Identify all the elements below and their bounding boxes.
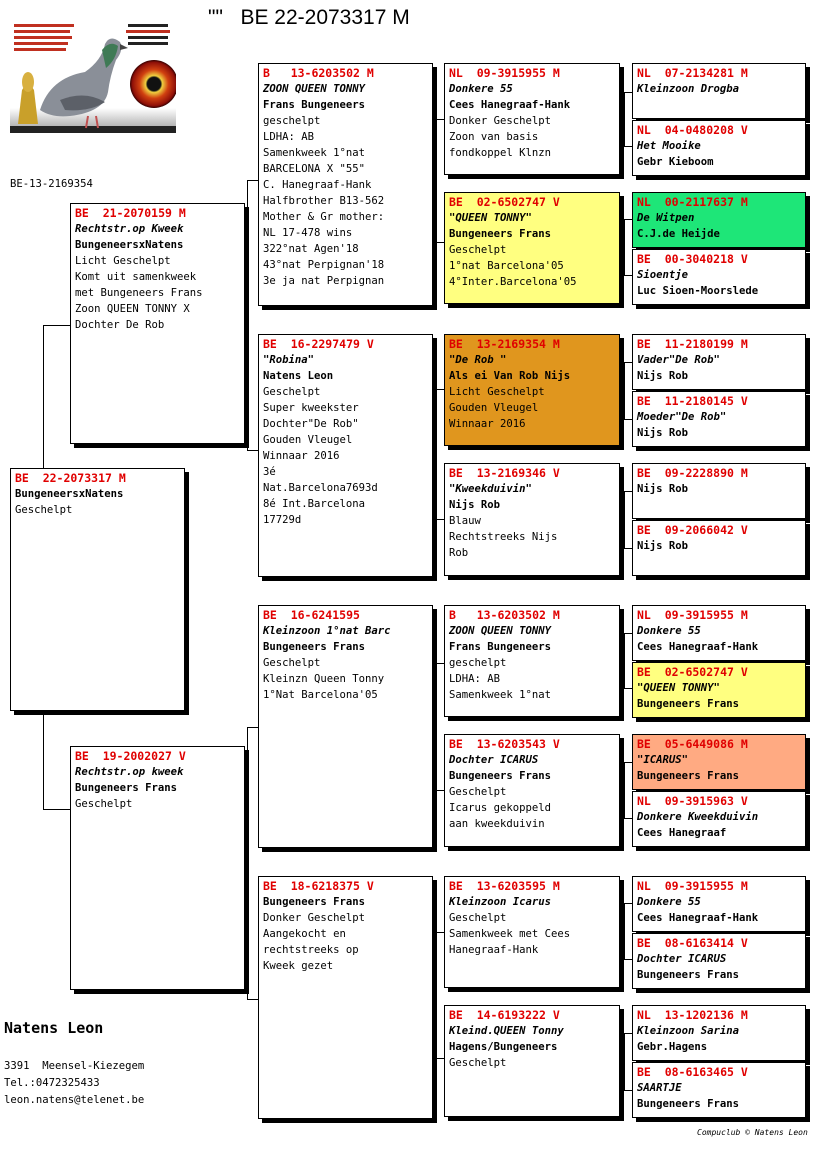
card-line: Aangekocht en [263,928,346,940]
card-line: Kleinzn Queen Tonny [263,673,385,685]
ring-number: NL 04-0480208 V [637,123,748,137]
ring-number: B 13-6203502 M [449,608,560,622]
connector [624,762,632,763]
gen4-card [632,192,806,248]
card-line: 1°nat Barcelona'05 [449,260,564,272]
card-line: Samenkweek 1°nat [263,147,366,159]
card-line: SAARTJE [637,1082,682,1094]
card-line: ZOON QUEEN TONNY [449,625,552,637]
card-line: Kweek gezet [263,960,334,972]
card-line: Sioentje [637,269,689,281]
connector [624,688,632,689]
ring-number: NL 13-1202136 M [637,1008,748,1022]
gen4-card [632,876,806,932]
ring-number: BE 13-2169354 M [449,337,560,351]
card-line: Rechtstr.op Kweek [75,223,184,235]
card-line: Gebr.Hagens [637,1041,708,1053]
ring-number: BE 19-2002027 V [75,749,186,763]
owner-email[interactable]: leon.natens@telenet.be [4,1094,145,1106]
card-line: ZOON QUEEN TONNY [263,83,366,95]
connector [247,727,258,728]
card-line: Kleinzoon Icarus [449,896,552,908]
connector [436,1058,444,1059]
card-line: Gebr Kieboom [637,156,714,168]
card-line: 322°nat Agen'18 [263,243,359,255]
card-line: Nijs Rob [637,540,689,552]
card-line: Dochter ICARUS [449,754,539,766]
card-line: Bungeneers Frans [637,969,740,981]
card-line: Bungeneers Frans [637,698,740,710]
card-line: Komt uit samenkweek [75,271,197,283]
card-line: Luc Sioen-Moorslede [637,285,759,297]
grandparent-card [258,63,433,306]
card-line: Dochter"De Rob" [263,418,359,430]
ring-number: BE 18-6218375 V [263,879,374,893]
ring-number: NL 09-3915963 V [637,794,748,808]
pigeon-photo [10,20,176,133]
ring-number: NL 00-2117637 M [637,195,748,209]
card-line: Nijs Rob [449,499,501,511]
card-line: Donker Geschelpt [449,115,552,127]
card-line: Samenkweek 1°nat [449,689,552,701]
card-line: Geschelpt [449,244,507,256]
card-line: Winnaar 2016 [449,418,526,430]
card-line: Gouden Vleugel [263,434,353,446]
gen4-card [632,605,806,661]
ring-number: BE 16-6241595 [263,608,360,622]
card-line: Geschelpt [263,386,321,398]
connector [624,491,625,548]
card-line: Halfbrother B13-562 [263,195,385,207]
card-line: NL 17-478 wins [263,227,353,239]
connector [436,119,437,242]
connector [624,219,632,220]
great-grandparent-card [444,334,620,446]
connector [624,1090,632,1091]
ring-number: BE 00-3040218 V [637,252,748,266]
card-line: "QUEEN TONNY" [637,682,720,694]
connector [624,362,625,419]
connector [624,92,625,146]
card-line: Hagens/Bungeneers [449,1041,558,1053]
connector [624,633,632,634]
card-line: Licht Geschelpt [449,386,545,398]
card-line: met Bungeneers Frans [75,287,203,299]
card-line: Blauw [449,515,481,527]
card-line: Nijs Rob [637,370,689,382]
connector [247,450,258,451]
card-line: 4°Inter.Barcelona'05 [449,276,577,288]
great-grandparent-card [444,192,620,304]
footer-credit: Compuclub © Natens Leon [697,1128,808,1137]
ring-number: BE 13-6203543 V [449,737,560,751]
connector [436,389,437,519]
card-line: 1°Nat Barcelona'05 [263,689,378,701]
card-line: Donkere 55 [449,83,513,95]
great-grandparent-card [444,63,620,175]
ring-number: BE 08-6163465 V [637,1065,748,1079]
connector [624,1033,632,1034]
card-line: "ICARUS" [637,754,689,766]
card-line: Nat.Barcelona7693d [263,482,378,494]
connector [624,146,632,147]
connector [436,932,444,933]
card-line: rechtstreeks op [263,944,359,956]
card-line: "Kweekduivin" [449,483,532,495]
connector [436,389,444,390]
card-line: Donkere 55 [637,625,701,637]
card-line: BungeneersxNatens [15,488,124,500]
ring-number: BE 14-6193222 V [449,1008,560,1022]
connector [43,325,44,469]
ring-number: BE 13-2169346 V [449,466,560,480]
card-line: Hanegraaf-Hank [449,944,539,956]
gen4-card [632,63,806,119]
card-line: Kleinzoon 1°nat Barc [263,625,391,637]
card-line: Donkere 55 [637,896,701,908]
card-line: Bungeneers Frans [637,770,740,782]
card-line: Frans Bungeneers [263,99,366,111]
ring-number: BE 11-2180199 M [637,337,748,351]
parent-sire-card [70,203,245,444]
grandparent-card [258,876,433,1119]
card-line: 17729d [263,514,302,526]
gen4-card [632,734,806,790]
card-line: Rechtstr.op kweek [75,766,184,778]
connector [624,419,632,420]
ring-number: BE 09-2228890 M [637,466,748,480]
connector [624,1033,625,1090]
ring-number: B 13-6203502 M [263,66,374,80]
card-line: Winnaar 2016 [263,450,340,462]
card-line: C. Hanegraaf-Hank [263,179,372,191]
connector [436,519,444,520]
connector [247,999,258,1000]
card-line: fondkoppel Klnzn [449,147,552,159]
card-line: C.J.de Heijde [637,228,720,240]
card-line: Samenkweek met Cees [449,928,571,940]
connector [247,180,248,450]
card-line: Donkere Kweekduivin [637,811,759,823]
connector [436,663,444,664]
ring-number: NL 09-3915955 M [449,66,560,80]
title-ring-number: BE 22-2073317 M [240,6,410,29]
ring-number: NL 09-3915955 M [637,608,748,622]
card-line: LDHA: AB [449,673,501,685]
great-grandparent-card [444,605,620,717]
card-line: 3e ja nat Perpignan [263,275,385,287]
great-grandparent-card [444,463,620,576]
card-line: Als ei Van Rob Nijs [449,370,571,382]
owner-phone: Tel.:0472325433 [4,1077,100,1089]
card-line: "QUEEN TONNY" [449,212,532,224]
connector [43,325,70,326]
card-line: Geschelpt [449,1057,507,1069]
connector [624,362,632,363]
ring-number: NL 09-3915955 M [637,879,748,893]
card-line: Kleinzoon Drogba [637,83,740,95]
card-line: Zoon QUEEN TONNY X [75,303,190,315]
connector [624,548,632,549]
card-line: Vader"De Rob" [637,354,720,366]
grandparent-card [258,605,433,848]
card-line: Het Mooike [637,140,701,152]
card-line: Geschelpt [15,504,73,516]
gen4-card [632,791,806,847]
card-line: Natens Leon [263,370,334,382]
connector [624,491,632,492]
connector [624,903,632,904]
card-line: Gouden Vleugel [449,402,539,414]
card-line: 8é Int.Barcelona [263,498,366,510]
ring-number: BE 22-2073317 M [15,471,126,485]
connector [624,633,625,688]
photo-ring-label: BE-13-2169354 [10,178,93,190]
card-line: Bungeneers Frans [263,641,366,653]
gen4-card [632,120,806,176]
gen4-card [632,1062,806,1118]
connector [247,727,248,999]
card-line: Bungeneers Frans [449,228,552,240]
pedigree-title [208,6,410,30]
card-line: Bungeneers Frans [449,770,552,782]
card-line: "Robina" [263,354,315,366]
connector [624,762,625,818]
card-line: Cees Hanegraaf-Hank [449,99,571,111]
ring-number: BE 05-6449086 M [637,737,748,751]
subject-card [10,468,185,711]
card-line: BungeneersxNatens [75,239,184,251]
connector [436,790,444,791]
card-line: LDHA: AB [263,131,315,143]
card-line: Bungeneers Frans [263,896,366,908]
card-line: aan kweekduivin [449,818,545,830]
gen4-card [632,463,806,519]
card-line: Nijs Rob [637,483,689,495]
card-line: Geschelpt [75,798,133,810]
connector [436,932,437,1058]
connector [436,242,444,243]
card-line: geschelpt [263,115,321,127]
card-line: Cees Hanegraaf [637,827,727,839]
card-line: Rob [449,547,469,559]
connector [43,712,44,809]
card-line: Mother & Gr mother: [263,211,385,223]
gen4-card [632,249,806,305]
great-grandparent-card [444,1005,620,1117]
ring-number: NL 07-2134281 M [637,66,748,80]
gen4-card [632,1005,806,1061]
parent-dam-card [70,746,245,990]
card-line: Nijs Rob [637,427,689,439]
connector [624,92,632,93]
connector [43,809,70,810]
ring-number: BE 16-2297479 V [263,337,374,351]
pigeon-illustration [10,20,176,133]
card-line: Bungeneers Frans [637,1098,740,1110]
gen4-card [632,520,806,576]
gen4-card [632,334,806,390]
title-quote-mark: "" [208,6,223,29]
card-line: Donker Geschelpt [263,912,366,924]
card-line: De Witpen [637,212,695,224]
card-line: geschelpt [449,657,507,669]
gen4-card [632,391,806,447]
ring-number: BE 21-2070159 M [75,206,186,220]
ring-number: BE 02-6502747 V [637,665,748,679]
connector [247,180,258,181]
connector [624,959,632,960]
gen4-card [632,933,806,989]
grandparent-card [258,334,433,577]
card-line: Super kweekster [263,402,359,414]
connector [436,663,437,790]
owner-name: Natens Leon [4,1019,104,1037]
card-line: Bungeneers Frans [75,782,178,794]
great-grandparent-card [444,876,620,988]
connector [624,818,632,819]
card-line: Moeder"De Rob" [637,411,727,423]
great-grandparent-card [444,734,620,847]
connector [624,275,632,276]
card-line: Geschelpt [449,912,507,924]
card-line: Kleinzoon Sarina [637,1025,740,1037]
card-line: Geschelpt [449,786,507,798]
card-line: BARCELONA X "55" [263,163,366,175]
card-line: Geschelpt [263,657,321,669]
ring-number: BE 13-6203595 M [449,879,560,893]
card-line: 3é [263,466,276,478]
card-line: Licht Geschelpt [75,255,171,267]
ring-number: BE 08-6163414 V [637,936,748,950]
card-line: Cees Hanegraaf-Hank [637,912,759,924]
gen4-card [632,662,806,718]
card-line: Cees Hanegraaf-Hank [637,641,759,653]
connector [624,219,625,275]
card-line: Rechtstreeks Nijs [449,531,558,543]
card-line: Kleind.QUEEN Tonny [449,1025,564,1037]
owner-address: 3391 Meensel-Kiezegem [4,1060,145,1072]
card-line: Dochter ICARUS [637,953,727,965]
ring-number: BE 09-2066042 V [637,523,748,537]
ring-number: BE 11-2180145 V [637,394,748,408]
card-line: Frans Bungeneers [449,641,552,653]
card-line: 43°nat Perpignan'18 [263,259,385,271]
ring-number: BE 02-6502747 V [449,195,560,209]
card-line: Icarus gekoppeld [449,802,552,814]
card-line: Dochter De Rob [75,319,165,331]
connector [436,119,444,120]
card-line: Zoon van basis [449,131,539,143]
card-line: "De Rob " [449,354,507,366]
connector [624,903,625,959]
